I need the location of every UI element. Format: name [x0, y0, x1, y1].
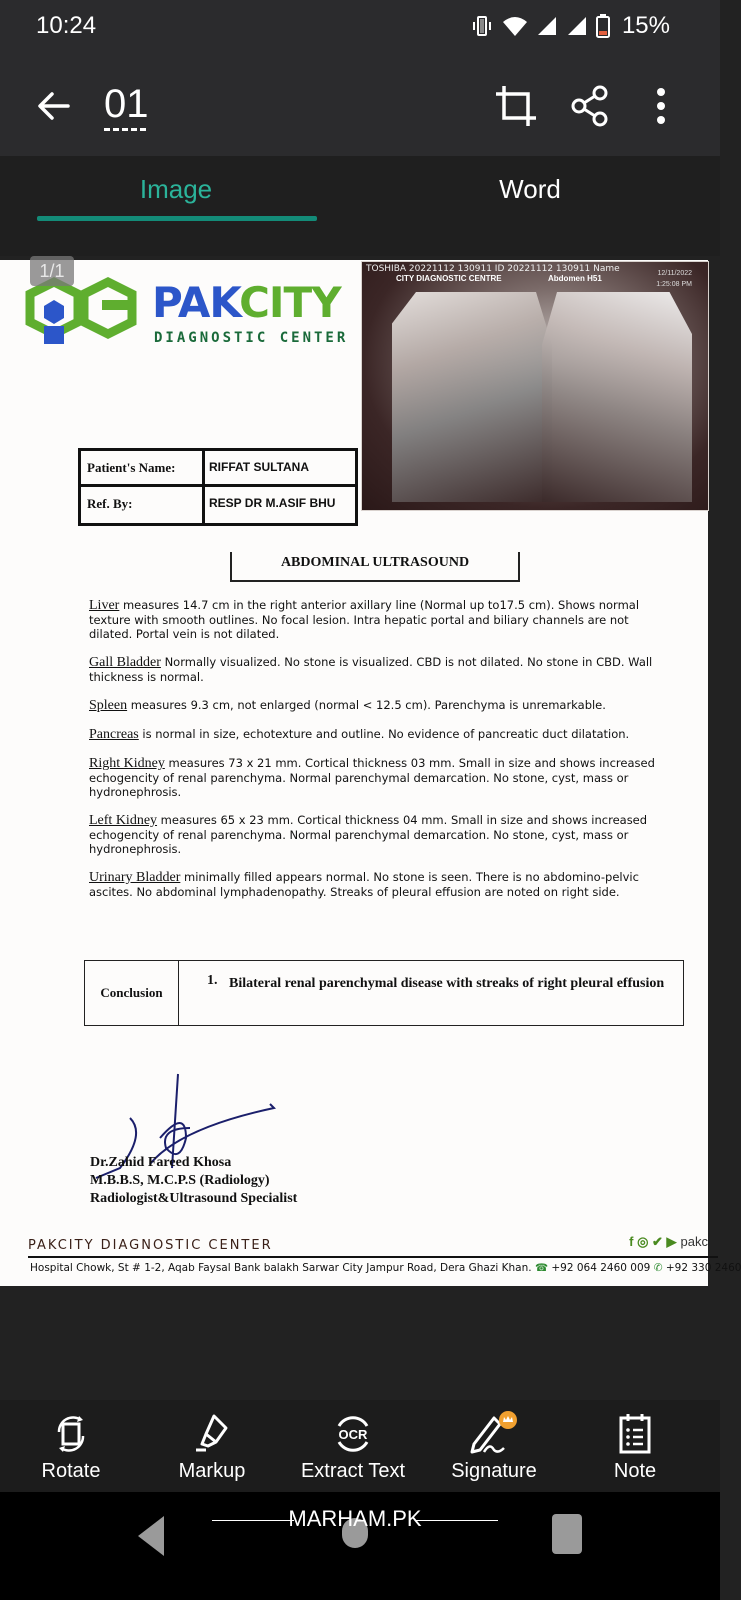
patient-name-label: Patient's Name: [81, 451, 205, 484]
doctor-signature-block [90, 1154, 297, 1208]
conclusion-box [84, 960, 684, 1026]
doctor-role: Radiologist&Ultrasound Specialist [90, 1191, 298, 1206]
signal-icon [566, 15, 588, 37]
wifi-icon [502, 14, 528, 38]
document-page[interactable] [0, 260, 741, 1286]
doctor-qualification: M.B.B.S, M.C.P.S (Radiology) [90, 1173, 270, 1188]
highlighter-icon [190, 1412, 234, 1456]
finding-spleen: Spleen measures 9.3 cm, not enlarged (normal < 12.5 cm). Parenchyma is unremarkable. [89, 698, 606, 713]
document-title[interactable]: 01 [104, 82, 149, 126]
patient-name-value: RIFFAT SULTANA [209, 460, 309, 474]
status-bar [0, 0, 720, 56]
logo-mark-icon [26, 278, 142, 348]
scan-datetime: 12/11/2022 1:25:08 PM [656, 270, 692, 288]
report-title: ABDOMINAL ULTRASOUND [230, 552, 520, 582]
share-icon[interactable] [568, 84, 612, 128]
ocr-icon [331, 1412, 375, 1456]
app-bar [0, 56, 720, 156]
nav-recents-button[interactable] [552, 1514, 582, 1554]
svg-text:OCR: OCR [338, 1427, 368, 1442]
extract-text-label: Extract Text [300, 1460, 406, 1482]
footer-clinic-name: PAKCITY DIAGNOSTIC CENTER [28, 1238, 273, 1253]
finding-left-kidney: Left Kidney measures 65 x 23 mm. Cortical thickness 04 mm. Small in size and shows increased echogencity of renal parenchyma. Normal parenchymal demarcation. No stone, cyst, mass or hydronephrosis. [89, 813, 648, 856]
phone-icon: ☎ [534, 1262, 549, 1274]
finding-liver: Liver measures 14.7 cm in the right anterior axillary line (Normal up to17.5 cm). Shows normal texture with smooth outlines. No focal lesion. Intra hepatic portal and biliary channels are not dilated. Portal vein is not dilated. [89, 598, 640, 641]
note-label: Note [613, 1460, 657, 1482]
finding-gall-bladder: Gall Bladder Normally visualized. No stone is visualized. CBD is not dilated. No stone in CBD. Wall thickness is normal. [89, 655, 653, 684]
note-icon [613, 1412, 657, 1456]
footer-phone-2: +92 330 2460 [665, 1262, 741, 1274]
finding-right-kidney: Right Kidney measures 73 x 21 mm. Cortical thickness 03 mm. Small in size and shows increased echogencity of renal parenchyma. Normal parenchymal demarcation. No stone, cyst, mass or hydronephrosis. [89, 756, 655, 799]
scan-header: TOSHIBA 20221112 130911 ID 20221112 130911 Name [366, 264, 620, 274]
battery-icon [596, 14, 610, 38]
doctor-name: Dr.Zahid Fareed Khosa [90, 1155, 232, 1170]
findings-list [89, 598, 663, 913]
finding-pancreas: Pancreas is normal in size, echotexture and outline. No evidence of pancreatic duct dilatation. [89, 727, 630, 742]
markup-label: Markup [178, 1460, 246, 1482]
watermark: MARHAM.PK [212, 1506, 498, 1532]
footer-address: Hospital Chowk, St # 1-2, Aqab Faysal Bank balakh Sarwar City Jampur Road, Dera Ghazi Khan. ☎ +92 064 2460 009 ✆ +92 330 2460 [30, 1262, 741, 1274]
nav-back-icon[interactable] [136, 1514, 166, 1558]
page-counter: 1/1 [30, 256, 74, 286]
rotate-label: Rotate [41, 1460, 101, 1482]
conclusion-number: 1. [207, 973, 218, 988]
ref-by-value: RESP DR M.ASIF BHU [209, 496, 336, 510]
ref-by-label: Ref. By: [81, 487, 205, 523]
clinic-logo [26, 278, 356, 348]
patient-info-table [78, 448, 358, 526]
scan-center: CITY DIAGNOSTIC CENTRE [396, 274, 502, 283]
ultrasound-fan-right [542, 292, 692, 502]
back-arrow-icon[interactable] [34, 86, 74, 126]
conclusion-label: Conclusion [85, 961, 179, 1025]
signal-icon [536, 15, 558, 37]
status-time: 10:24 [36, 12, 97, 39]
signature-icon [464, 1412, 524, 1456]
rotate-icon [49, 1412, 93, 1456]
battery-percent: 15% [621, 12, 670, 39]
social-icons: f ◎ ✔ ▶ [629, 1234, 677, 1249]
bottom-toolbar [0, 1400, 720, 1492]
rotate-button[interactable] [6, 1412, 136, 1483]
active-tab-indicator [37, 216, 317, 221]
ultrasound-fan-left [392, 292, 552, 502]
finding-urinary-bladder: Urinary Bladder minimally filled appears normal. No stone is seen. There is no abdomino-pelvic ascites. No abdominal lymphadenopathy. Streaks of pleural effusion are noted on right side. [89, 870, 639, 899]
title-edit-underline [104, 128, 146, 131]
tab-word[interactable]: Word [499, 174, 561, 204]
logo-wordmark: PAKCITY [152, 278, 341, 327]
tab-image[interactable]: Image [139, 174, 213, 204]
status-icons [470, 12, 670, 40]
footer-divider [28, 1256, 718, 1258]
ultrasound-image [362, 262, 708, 510]
signature-button[interactable] [429, 1412, 559, 1483]
system-nav-bar [0, 1492, 720, 1600]
more-vert-icon[interactable] [646, 84, 676, 128]
note-button[interactable] [570, 1412, 700, 1483]
vibrate-icon [470, 14, 494, 38]
whatsapp-icon: ✆ [653, 1262, 663, 1274]
markup-button[interactable] [147, 1412, 277, 1483]
document-viewer[interactable] [0, 256, 741, 1400]
patient-name-row [81, 451, 355, 487]
signature-label: Signature [451, 1460, 537, 1482]
ref-by-row [81, 487, 355, 523]
footer-website: pakc [680, 1234, 708, 1249]
crop-icon[interactable] [494, 84, 538, 128]
footer-social [629, 1234, 708, 1250]
logo-subtitle: DIAGNOSTIC CENTER [154, 330, 349, 346]
extract-text-button[interactable] [288, 1412, 418, 1483]
footer-phone-1: +92 064 2460 009 [551, 1262, 651, 1274]
scan-exam: Abdomen H51 [548, 274, 602, 283]
conclusion-text: Bilateral renal parenchymal disease with streaks of right pleural effusion [229, 976, 665, 991]
view-tabs [0, 156, 720, 256]
